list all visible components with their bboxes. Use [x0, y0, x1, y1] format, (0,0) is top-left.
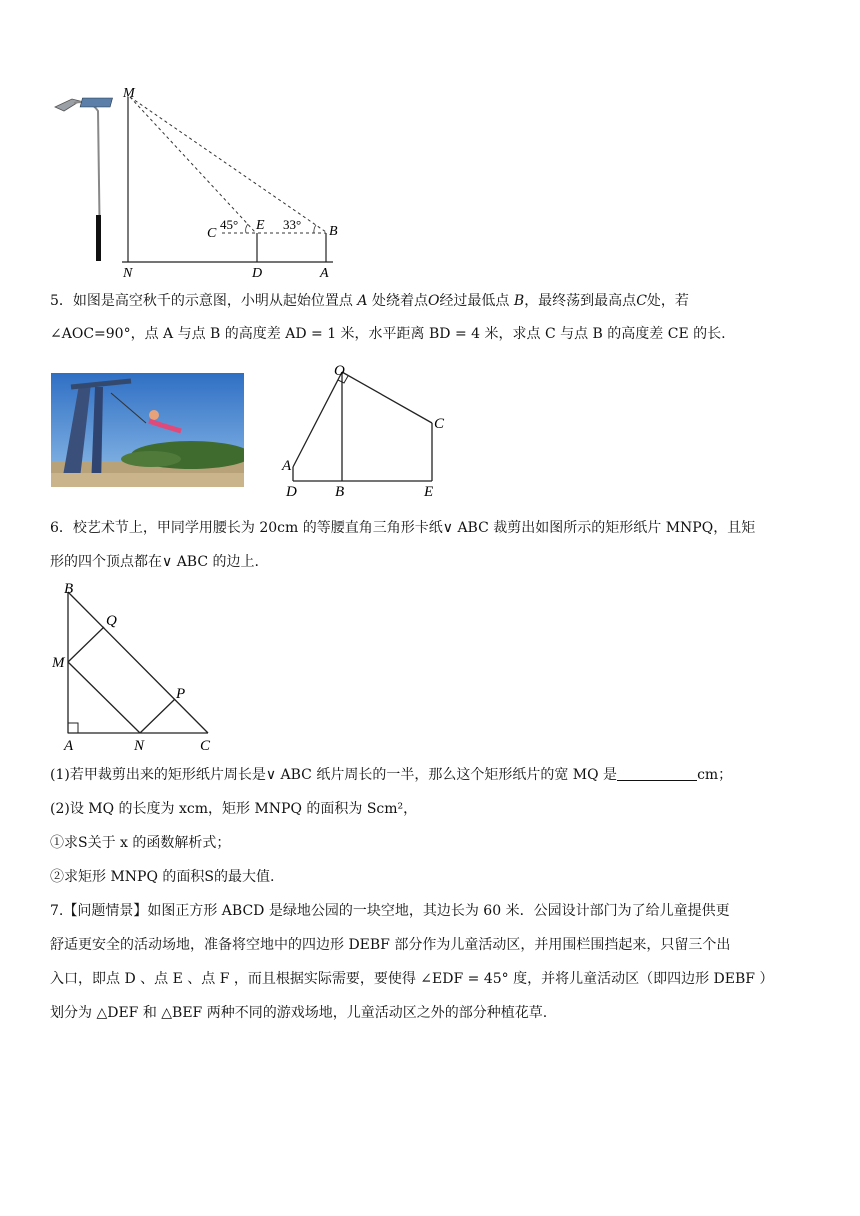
fig5-label-O: O	[334, 363, 345, 379]
q7-line4: 划分为 △DEF 和 △BEF 两种不同的游戏场地，儿童活动区之外的部分种植花草.	[50, 1005, 548, 1021]
fig5-label-A: A	[282, 458, 292, 474]
q7-line2: 舒适更安全的活动场地，准备将空地中的四边形 DEBF 部分作为儿童活动区，并用围栏围挡起来，只留三个出	[50, 937, 731, 953]
street-lamp-icon	[55, 98, 113, 261]
q7-line1: 7.【问题情景】如图正方形 ABCD 是绿地公园的一块空地，其边长为 60 米．公园设计部门为了给儿童提供更	[50, 903, 730, 919]
fig6-label-M: M	[52, 655, 65, 671]
fig5-label-B: B	[335, 484, 345, 500]
fig6-label-Q: Q	[106, 613, 117, 629]
q6-sub2: ②求矩形 MNPQ 的面积S的最大值.	[50, 869, 275, 885]
fig4-label-B: B	[329, 224, 338, 239]
triangle-rectangle-diagram	[52, 580, 222, 755]
swing-diagram	[280, 360, 450, 500]
q6-sub1: ①求S关于 x 的函数解析式；	[50, 835, 231, 851]
fig6-label-P: P	[176, 686, 186, 702]
q6-line1: 6．校艺术节上，甲同学用腰长为 20cm 的等腰直角三角形卡纸∨ ABC 裁剪出如图所示的矩形纸片 MNPQ，且矩	[50, 520, 756, 536]
fig4-label-C: C	[207, 226, 217, 241]
lamp-diagram	[50, 85, 350, 280]
fig4-label-A: A	[320, 266, 329, 280]
swing-photo	[51, 373, 244, 487]
fig4-label-N: N	[123, 266, 133, 280]
fig6-label-C: C	[200, 738, 211, 754]
q6-line2: 形的四个顶点都在∨ ABC 的边上.	[50, 554, 259, 570]
q6-part2: (2)设 MQ 的长度为 xcm，矩形 MNPQ 的面积为 Scm²，	[50, 801, 418, 817]
fig5-label-C: C	[434, 416, 445, 432]
fig4-label-E: E	[256, 218, 265, 233]
fig4-label-D: D	[252, 266, 263, 280]
answer-blank[interactable]	[617, 766, 697, 781]
fig4-label-M: M	[123, 86, 135, 101]
q7-line3: 入口，即点 D 、点 E 、点 F ，而且根据实际需要，要使得 ∠EDF = 45° 度，并将儿童活动区（即四边形 DEBF ）	[50, 971, 774, 987]
fig5-label-E: E	[424, 484, 434, 500]
q5-line1: 5．如图是高空秋千的示意图，小明从起始位置点 A 处绕着点O经过最低点 B，最终荡到最高点C处，若	[50, 293, 689, 309]
fig6-label-N: N	[134, 738, 145, 754]
fig6-label-B: B	[64, 581, 74, 597]
q6-part1: (1)若甲裁剪出来的矩形纸片周长是∨ ABC 纸片周长的一半，那么这个矩形纸片的宽 MQ 是 cm；	[50, 767, 733, 783]
q5-line2: ∠AOC=90°，点 A 与点 B 的高度差 AD = 1 米，水平距离 BD = 4 米，求点 C 与点 B 的高度差 CE 的长.	[50, 326, 726, 342]
fig4-angle-33: 33°	[283, 217, 302, 232]
fig6-label-A: A	[64, 738, 74, 754]
fig5-label-D: D	[286, 484, 297, 500]
fig4-angle-45: 45°	[220, 217, 239, 232]
